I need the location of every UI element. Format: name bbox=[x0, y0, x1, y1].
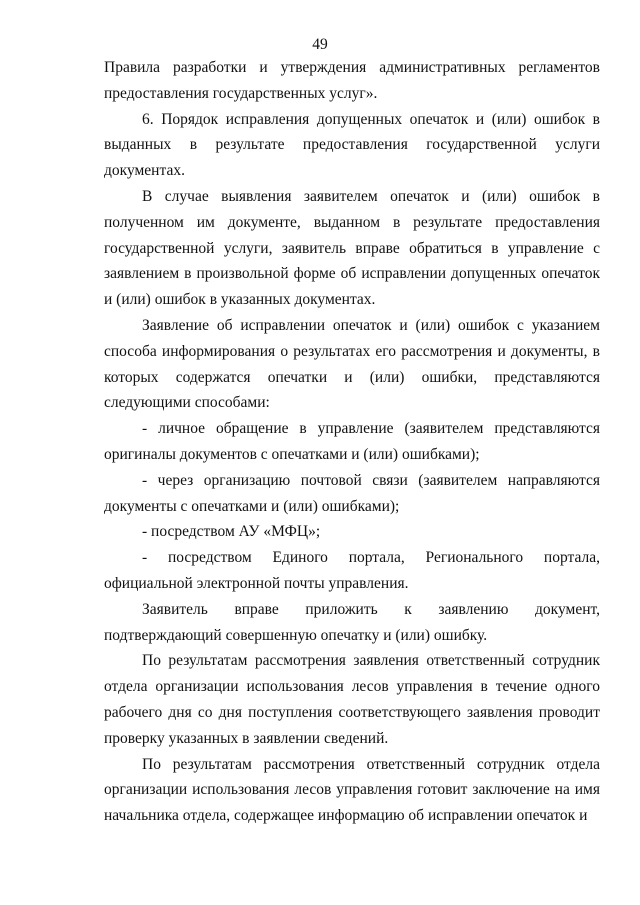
list-item-mfc: - посредством АУ «МФЦ»; bbox=[142, 523, 321, 541]
paragraph-11: По результатам рассмотрения ответственный сотрудник отдела организации использования лесов управления готовит заключение на имя начальника отдела, содержащее информацию об исправлении опечаток и bbox=[104, 755, 600, 825]
paragraph-1: Правила разработки и утверждения административных регламентов предоставления государственных услуг». bbox=[104, 59, 600, 102]
paragraph-3: В случае выявления заявителем опечаток и (или) ошибок в полученном им документе, выданном в результате предоставления государственной услуги, заявитель вправе обратиться в управление с заявлением в произвольной форме об исправлении допущенных опечаток и (или) ошибок в указанных документах. bbox=[104, 187, 600, 309]
paragraph-4: Заявление об исправлении опечаток и (или) ошибок с указанием способа информирования о результатах его рассмотрения и документы, в которых содержатся опечатки и (или) ошибки, представляются следующими способами: bbox=[104, 316, 600, 412]
page-number: 49 bbox=[312, 36, 328, 53]
list-item-portal: - посредством Единого портала, Регионального портала, официальной электронной почты управления. bbox=[104, 549, 600, 592]
paragraph-section-6-heading: 6. Порядок исправления допущенных опечаток и (или) ошибок в выданных в результате предоставления государственной услуги документах. bbox=[104, 110, 600, 180]
document-body bbox=[104, 55, 600, 829]
paragraph-9: Заявитель вправе приложить к заявлению документ, подтверждающий совершенную опечатку и (или) ошибку. bbox=[104, 600, 600, 644]
list-item-personal-appeal: - личное обращение в управление (заявителем представляются оригиналы документов с опечатками и (или) ошибками); bbox=[104, 420, 600, 463]
paragraph-10: По результатам рассмотрения заявления ответственный сотрудник отдела организации использования лесов управления в течение одного рабочего дня со дня поступления соответствующего заявления проводит проверку указанных в заявлении сведений. bbox=[104, 652, 600, 747]
list-item-postal: - через организацию почтовой связи (заявителем направляются документы с опечатками и (или) ошибками); bbox=[104, 471, 600, 515]
